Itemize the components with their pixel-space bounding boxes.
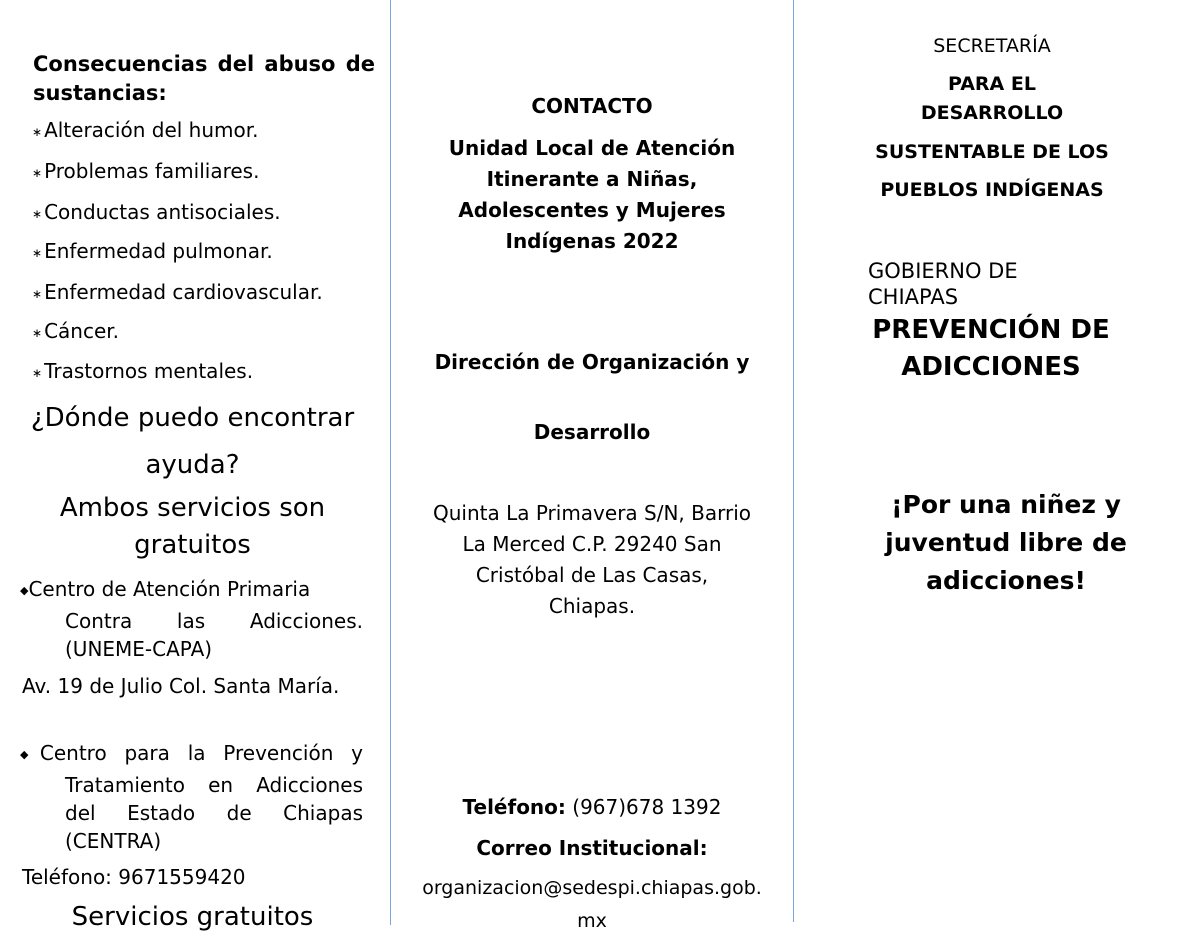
center-address: Av. 19 de Julio Col. Santa María. xyxy=(22,674,340,698)
consequence-item xyxy=(32,318,119,347)
agency-name-line3: PUEBLOS INDÍGENAS xyxy=(880,179,1104,201)
consequences-title: Consecuencias del abuso de sustancias: xyxy=(33,52,375,105)
center-name-rest: Contra las Adicciones. (UNEME-CAPA) xyxy=(65,609,363,661)
asterisk-bullet-icon: ∗ xyxy=(32,207,43,221)
asterisk-bullet-icon: ∗ xyxy=(32,246,43,260)
consequence-item xyxy=(32,279,323,308)
center-name-line xyxy=(20,739,363,771)
direction-name-line2: Desarrollo xyxy=(533,420,651,444)
diamond-bullet-icon: ◆ xyxy=(20,584,29,597)
diamond-bullet-icon: ◆ xyxy=(20,748,40,761)
agency-name-line1: PARA EL DESARROLLO xyxy=(920,73,1064,124)
consequence-text: Trastornos mentales. xyxy=(44,359,254,383)
asterisk-bullet-icon: ∗ xyxy=(32,326,43,340)
center-name-line xyxy=(20,575,363,607)
office-address: Quinta La Primavera S/N, Barrio La Merced C.P. 29240 San Cristóbal de Las Casas, Chiapas. xyxy=(432,501,752,618)
phone-label: Teléfono: xyxy=(462,795,566,819)
consequence-item xyxy=(32,358,253,387)
phone-value: (967)678 1392 xyxy=(572,795,722,819)
asterisk-bullet-icon: ∗ xyxy=(32,125,43,139)
consequence-item xyxy=(32,199,281,228)
agency-name-line2: SUSTENTABLE DE LOS xyxy=(875,141,1109,163)
consequences-panel xyxy=(0,0,390,932)
consequence-text: Enfermedad cardiovascular. xyxy=(44,280,323,304)
consequence-text: Alteración del humor. xyxy=(44,118,259,142)
center-uneme-capa xyxy=(20,575,363,663)
consequence-text: Cáncer. xyxy=(44,319,120,343)
email-address: organizacion@sedespi.chiapas.gob.mx xyxy=(422,877,762,932)
center-name-rest: Tratamiento en Adicciones del Estado de Chiapas (CENTRA) xyxy=(65,773,363,853)
center-name: Centro de Atención Primaria xyxy=(28,577,311,601)
direction-name: Dirección de Organización y xyxy=(434,350,750,374)
brochure-title: PREVENCIÓN DE ADICCIONES xyxy=(872,315,1110,382)
asterisk-bullet-icon: ∗ xyxy=(32,166,43,180)
help-question: ¿Dónde puedo encontrar ayuda? xyxy=(30,403,355,480)
slogan: ¡Por una niñez y juventud libre de adicciones! xyxy=(885,490,1127,595)
consequence-item xyxy=(32,158,259,187)
email-label: Correo Institucional: xyxy=(476,836,708,860)
contact-heading: CONTACTO xyxy=(531,94,653,118)
free-services-note: Ambos servicios son gratuitos xyxy=(59,493,326,560)
asterisk-bullet-icon: ∗ xyxy=(32,366,43,380)
office-phone xyxy=(400,792,784,822)
unit-name: Unidad Local de Atención Itinerante a Niñas, Adolescentes y Mujeres Indígenas 2022 xyxy=(448,136,736,253)
secretaria-label: SECRETARÍA xyxy=(933,35,1051,57)
government-name: GOBIERNO DE CHIAPAS xyxy=(868,259,1018,309)
free-services-footer: Servicios gratuitos xyxy=(71,902,314,932)
consequence-item xyxy=(32,117,258,146)
consequence-text: Enfermedad pulmonar. xyxy=(44,239,273,263)
consequence-text: Conductas antisociales. xyxy=(44,200,281,224)
consequence-item xyxy=(32,238,273,267)
consequence-text: Problemas familiares. xyxy=(44,159,260,183)
center-phone: Teléfono: 9671559420 xyxy=(22,865,246,889)
asterisk-bullet-icon: ∗ xyxy=(32,287,43,301)
center-name: Centro para la Prevención y xyxy=(39,741,363,765)
center-centra xyxy=(20,739,363,855)
